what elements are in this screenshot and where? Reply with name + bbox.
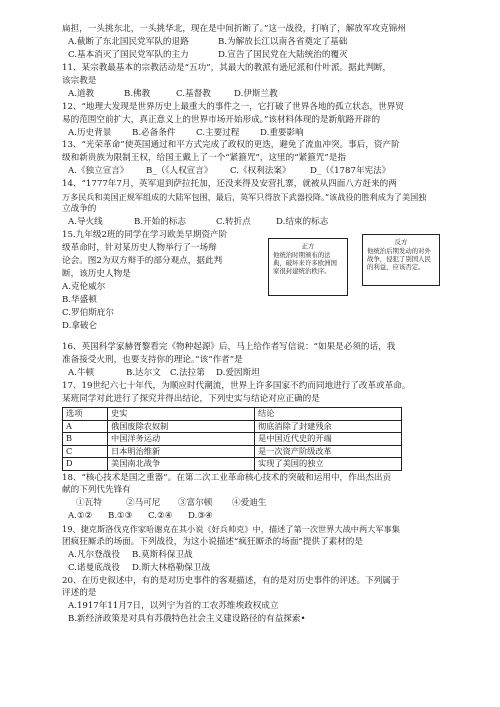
question-11-stem: 11、某宗教最基本的宗教活动是“五功”，其最大的教派有逊尼派和什叶派。据此判断， — [62, 62, 392, 73]
option-c: C.法拉第 — [170, 368, 205, 379]
debate-box-con-title: 反方 — [394, 238, 408, 247]
item-1: ①瓦特 — [76, 498, 102, 509]
option-d: D_（《1787年宪法》 — [310, 166, 391, 177]
question-20-option-a: A.1917年11月7日，以列宁为首的工农苏维埃政权成立 — [68, 601, 279, 612]
option-c: C.基本消灭了国民党军队的主力 — [68, 49, 189, 60]
question-10-stem: 扁担，一头挑东北，一头挑华北，现在是中间折断了。”这一战役，打响了，解放军攻克锦州 — [62, 24, 406, 34]
question-15-line: 15.九年级2班的同学在学习欧美早期资产阶 — [62, 230, 228, 241]
table-row — [63, 458, 402, 471]
table-header-cell: 史实 — [108, 408, 255, 421]
option-d: D.爱因斯坦 — [216, 368, 260, 379]
question-15-text — [62, 230, 262, 334]
question-19-stem-cont: 团疯狂厮杀的场面。下列战役，为这小说描述“疯狂厮杀的场面”提供了素材的是 — [62, 536, 363, 547]
question-20-stem: 20、在历史叙述中，有的是对历史事件的客观描述，有的是对历史事件的评述。下列属于 — [62, 575, 400, 586]
question-15-line: 论会。图2为双方辩手的部分观点，据此判 — [62, 256, 223, 267]
table-cell: 实现了美国的独立 — [255, 458, 402, 471]
option-a: A.道教 — [68, 88, 95, 99]
table-header-cell: 结论 — [255, 408, 402, 421]
question-15-option-c: C.罗伯斯庇尔 — [62, 307, 114, 318]
question-18-stem: 18、“核心技术是国之重器”。在第二次工业革命核心技术的突破和运用中，作出杰出贡 — [62, 472, 392, 483]
table-row — [63, 420, 402, 433]
option-b: B_（《人权宣言》 — [146, 166, 213, 177]
table-cell: 美国南北战争 — [108, 458, 255, 471]
table-cell: B — [63, 433, 108, 446]
question-17-stem: 17、19世纪六七十年代，为顺应时代潮流，世界上许多国家不约而同地进行了改革或革命。 — [62, 381, 411, 392]
exam-page — [62, 24, 440, 627]
question-11-stem-cont: 该宗教是 — [62, 75, 97, 86]
option-d: D.③④ — [188, 511, 213, 522]
table-cell: D — [63, 458, 108, 471]
option-d: D.重要影响 — [260, 127, 304, 138]
option-b: B.开始的标志 — [134, 217, 187, 228]
question-16-stem: 16、英国科学家赫胥黎看完《物种起源》后，马上给作者写信说：“如果是必须的话，我 — [62, 342, 396, 353]
question-13-options — [62, 166, 440, 177]
question-16-stem-cont: 准备接受火刑，也要支持你的理论。”该“作者”是 — [62, 355, 243, 366]
question-20-option-b: B.新经济政策是对具有苏俄特色社会主义建设路径的有益探索• — [68, 614, 306, 625]
option-b: B.为解放长江以南各省奠定了基础 — [218, 36, 348, 47]
debate-box-pro-title: 正方 — [301, 242, 315, 251]
table-cell: 中国洋务运动 — [108, 433, 255, 446]
option-d: D.结束的标志 — [276, 217, 329, 228]
question-18-items — [62, 498, 440, 509]
question-18-stem-cont: 献的下列代先锋有 — [62, 485, 131, 496]
option-b: B.达尔文 — [126, 368, 161, 379]
question-15 — [62, 230, 440, 342]
question-17-table — [62, 407, 402, 471]
table-cell: 是中国近代史的开端 — [255, 433, 402, 446]
question-12-stem-cont: 易的范围空前扩大，真正意义上的世界市场开始形成。”该材料体现的是新航路开辟的 — [62, 114, 381, 125]
question-10-options-row1 — [62, 37, 440, 48]
question-15-option-d: D.拿破仑 — [62, 320, 98, 331]
debate-box-pro — [268, 238, 348, 296]
table-header-row — [63, 408, 402, 421]
debate-box-con-text: 他统治后期发动的对外战争，侵犯了别国人民的利益，应该否定。 — [367, 247, 431, 272]
item-3: ③富尔顿 — [178, 498, 213, 509]
option-c: C.诺曼底战役 — [68, 562, 120, 573]
question-14-stem: 14、“1777年7月，英军退到萨拉托加，还没来得及安营扎寨，就被从四面八方赶来的两 — [62, 179, 397, 190]
question-19-options-row1 — [62, 550, 440, 561]
option-b: B.佛教 — [124, 88, 151, 99]
question-18-options — [62, 511, 440, 522]
question-14-stem-cont: 万多民兵和美国正规军组成的大陆军包围，最后，英军只得放下武器投降。”该战役的胜利成为了美国独 — [62, 192, 427, 203]
item-4: ④爱迪生 — [232, 498, 267, 509]
question-12-options — [62, 128, 440, 139]
question-14-options — [62, 217, 440, 228]
table-header-cell: 选项 — [63, 408, 108, 421]
debate-box-pro-text: 他统治时期颁布的法典，破坏来许多欧洲国家很封建统治秩序。 — [273, 251, 337, 276]
question-16-options — [62, 368, 440, 379]
option-b: B.莫斯科保卫战 — [132, 549, 193, 560]
option-a: A.《独立宣言》 — [68, 166, 129, 177]
option-a: A.牛顿 — [68, 368, 95, 379]
item-2: ②马可尼 — [126, 498, 161, 509]
option-c: C.基督教 — [176, 88, 211, 99]
option-b: B.必备条件 — [132, 127, 176, 138]
table-cell: 是一次资产阶级改革 — [255, 445, 402, 458]
question-15-option-a: A.克伦威尔 — [62, 282, 106, 293]
question-20-stem-cont: 评述的是 — [62, 588, 97, 599]
question-13-stem-cont: 级和新贵族为限制王权，给国王戴上了一个“紧箍咒”，这里的“紧箍咒”是指 — [62, 153, 346, 164]
option-a: A.①② — [68, 511, 93, 522]
option-d: D.宣告了国民党在大陆统治的覆灭 — [218, 49, 348, 60]
option-c: C.主要过程 — [196, 127, 240, 138]
table-cell: 彻底消除了封建残余 — [255, 420, 402, 433]
question-15-line: 断，该历史人物是 — [62, 269, 131, 280]
question-12-stem: 12、“地理大发现是世界历史上最重大的事件之一，它打破了世界各地的孤立状态，世界贸 — [62, 101, 404, 112]
option-d: D.伊斯兰教 — [234, 88, 278, 99]
option-a: A.历史背景 — [68, 127, 112, 138]
question-15-option-b: B.华盛顿 — [62, 295, 97, 306]
table-cell: 俄国废除农奴制 — [108, 420, 255, 433]
option-a: A.截断了东北国民党军队的退路 — [68, 36, 189, 47]
option-b: B.①③ — [108, 511, 133, 522]
option-c: C.②④ — [148, 511, 173, 522]
debate-box-con — [362, 234, 440, 286]
question-14-stem-end: 立战争的 — [62, 204, 97, 215]
question-10-options-row2 — [62, 50, 440, 61]
table-cell: 日本明治维新 — [108, 445, 255, 458]
question-13-stem: 13、“光荣革命”使英国通过和平方式完成了政权的更迭，避免了流血冲突。事后，资产阶 — [62, 140, 400, 151]
table-cell: A — [63, 420, 108, 433]
option-c: C.《权利法案》 — [230, 166, 291, 177]
question-17-stem-cont: 某班同学对此进行了探究并得出结论，下列史实与结论对应正确的是 — [62, 394, 320, 405]
option-d: D.斯大林格勒保卫战 — [132, 562, 211, 573]
option-c: C.转折点 — [216, 217, 251, 228]
question-11-options — [62, 89, 440, 100]
option-a: A.凡尔登战役 — [68, 549, 120, 560]
question-15-line: 级革命时，针对某历史人物举行了一场辩 — [62, 243, 217, 254]
question-19-options-row2 — [62, 563, 440, 574]
table-row — [63, 433, 402, 446]
question-19-stem: 19、捷克斯洛伐克作家哈谢克在其小说《好兵帅克》中，描述了第一次世界大战中两大军事集 — [62, 524, 400, 535]
table-row — [63, 445, 402, 458]
option-a: A.导火线 — [68, 217, 103, 228]
table-cell: C — [63, 445, 108, 458]
